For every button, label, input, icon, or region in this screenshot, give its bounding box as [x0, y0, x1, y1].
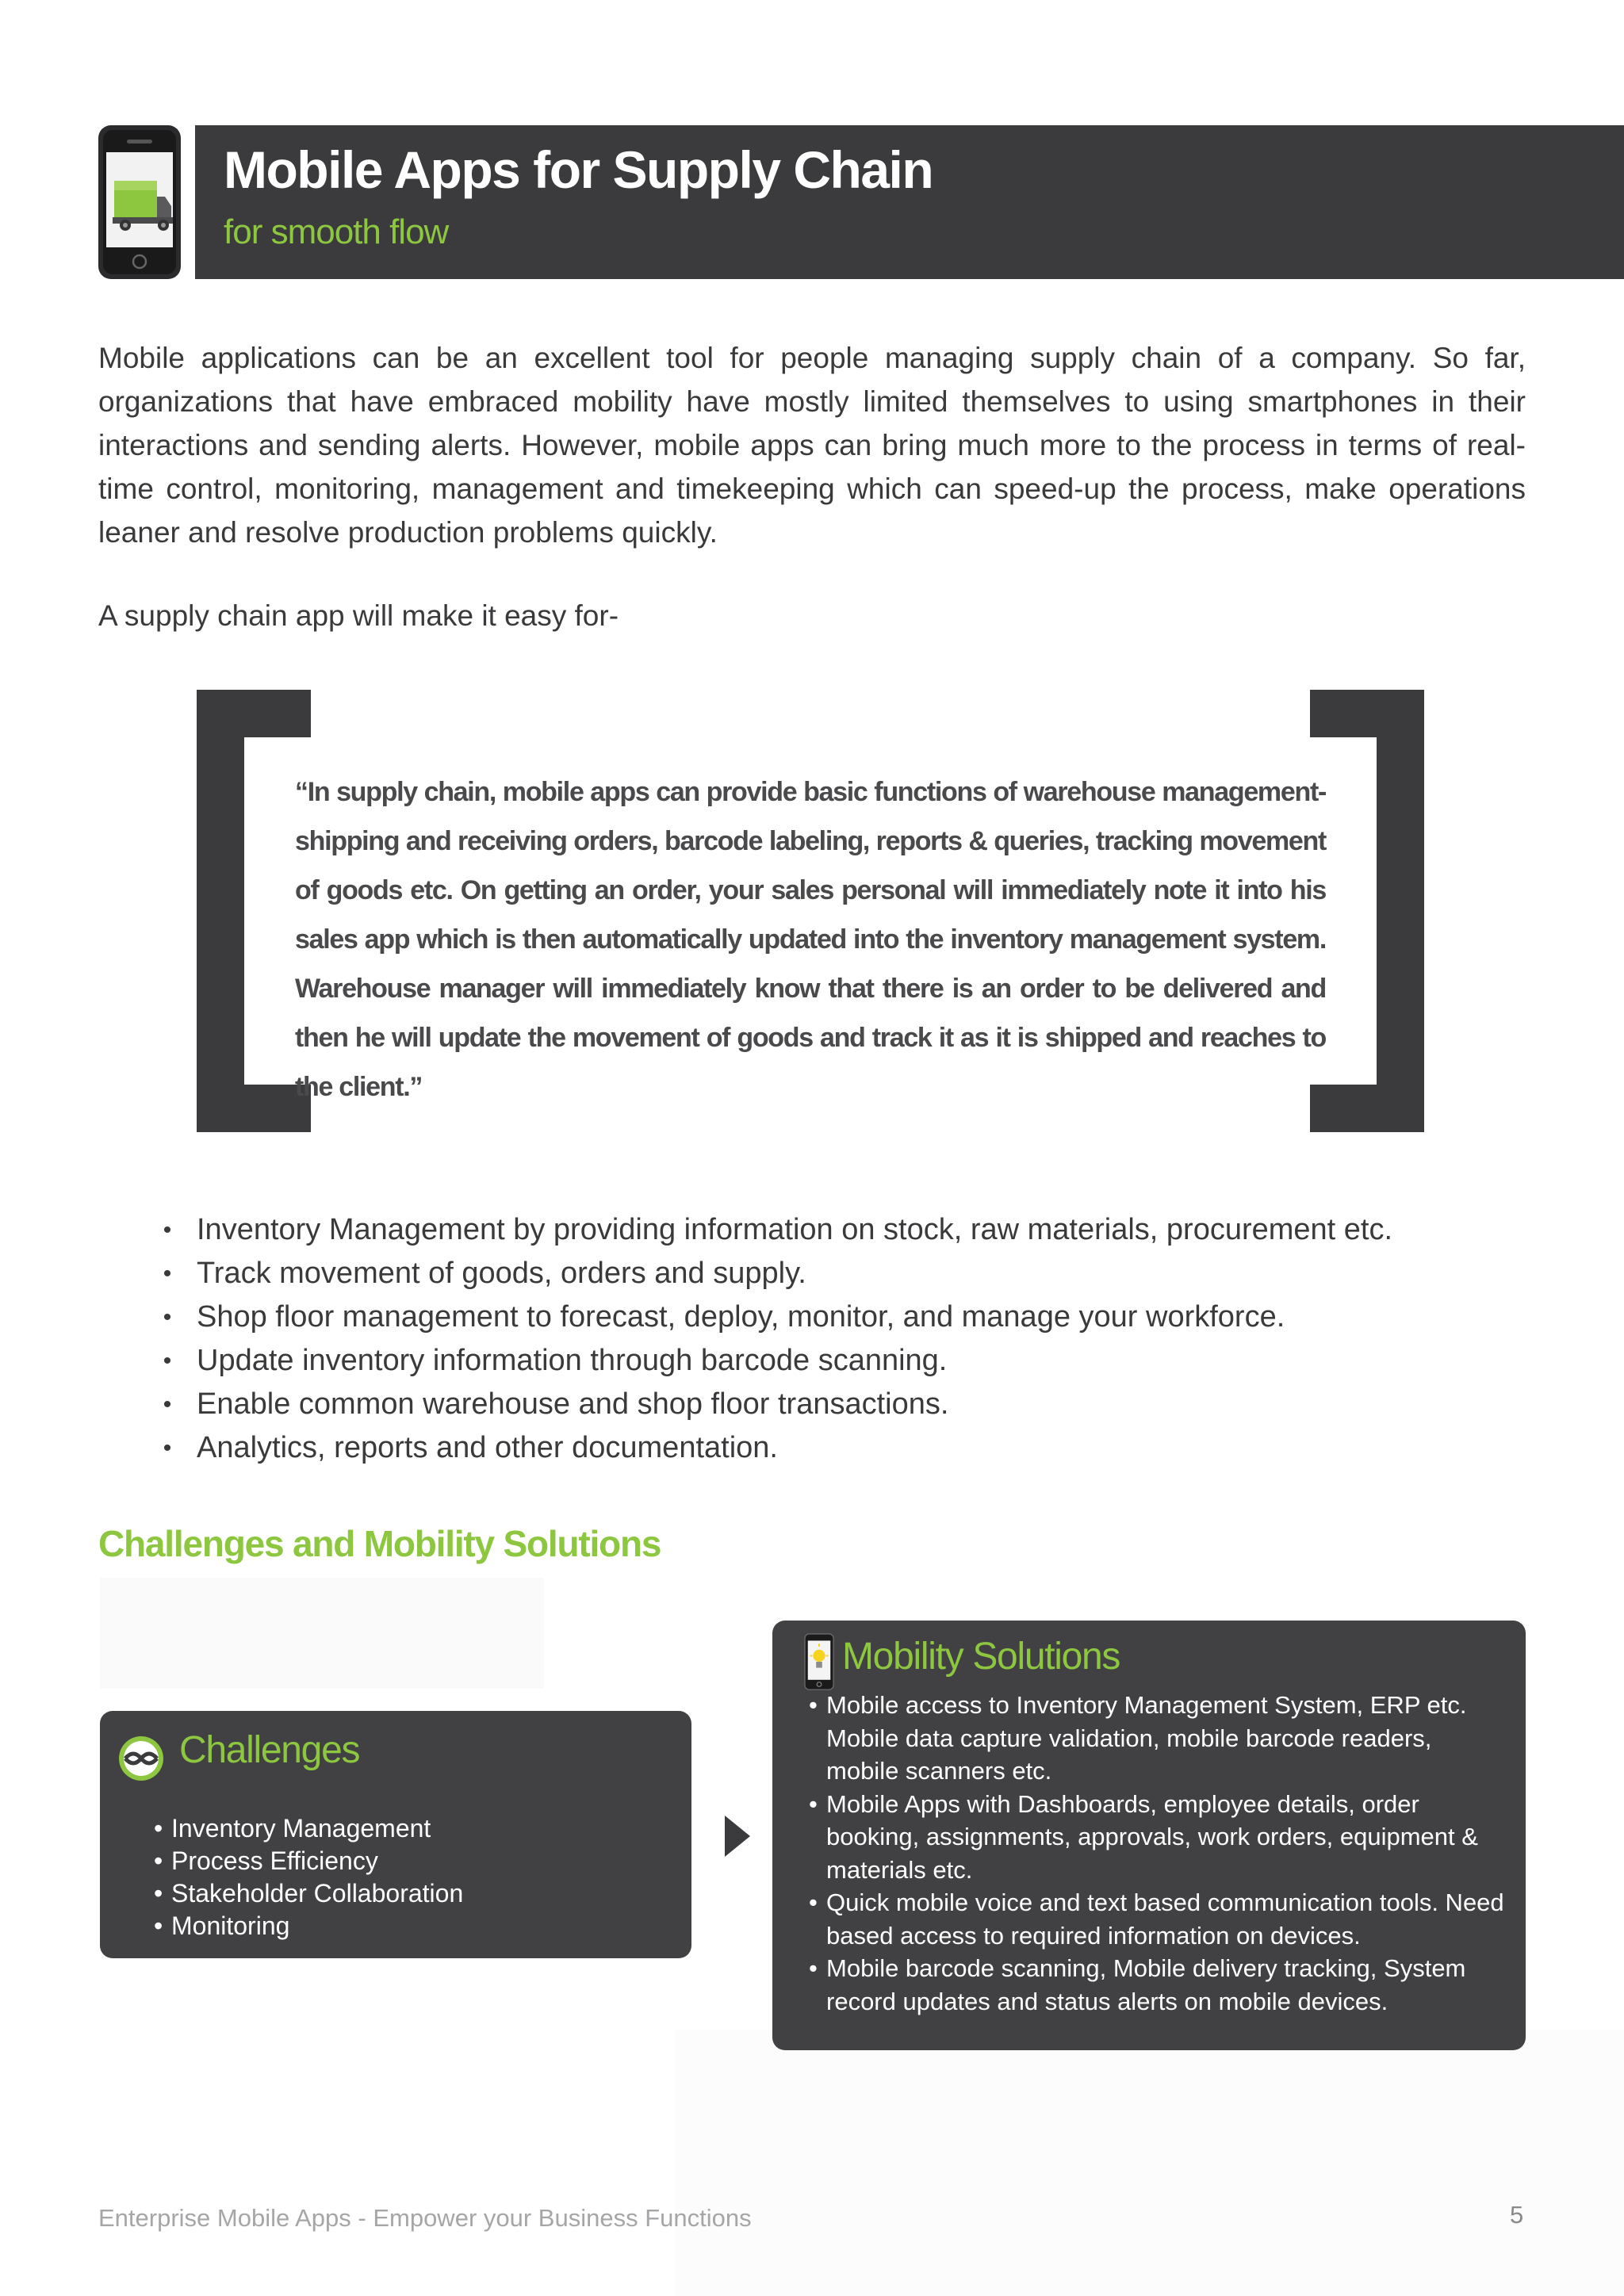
list-item: • Quick mobile voice and text based communication tools. Need based access to required information on devices.	[809, 1888, 1504, 1950]
challenges-list	[154, 1812, 463, 1942]
solutions-card	[772, 1621, 1526, 2050]
page-number: 5	[1510, 2201, 1524, 2229]
feature-list	[155, 1208, 1392, 1470]
list-item: • Mobile Apps with Dashboards, employee details, order booking, assignments, approvals, work orders, equipment & materials etc.	[809, 1789, 1478, 1884]
arrow-right-icon	[725, 1816, 750, 1857]
list-item: • Update inventory information through barcode scanning.	[163, 1344, 948, 1377]
challenges-title: Challenges	[179, 1729, 360, 1771]
knot-icon	[117, 1735, 165, 1782]
pull-quote: “In supply chain, mobile apps can provide basic functions of warehouse management-shipping and receiving orders, barcode labeling, reports & queries, tracking movement of goods etc. On getting an order, your sales personal will immediately note it into his sales app which is then automatically updated into the inventory management system. Warehouse manager will immediately know that there is an order to be delivered and then he will update the movement of goods and track it as it is shipped and reaches to the client.”	[295, 777, 1326, 1102]
list-item: • Process Efficiency	[154, 1846, 378, 1875]
list-item: • Inventory Management by providing information on stock, raw materials, procurement etc.	[163, 1213, 1393, 1246]
background-panel	[674, 2030, 1624, 2296]
background-panel	[100, 1578, 544, 1689]
list-item: • Enable common warehouse and shop floor transactions.	[163, 1387, 949, 1421]
left-bracket	[197, 690, 311, 1132]
list-item: • Stakeholder Collaboration	[154, 1879, 464, 1908]
list-item: • Track movement of goods, orders and supply.	[163, 1257, 806, 1290]
list-item: • Mobile barcode scanning, Mobile delivery tracking, System record updates and status alerts on mobile devices.	[809, 1954, 1466, 2015]
footer-text: Enterprise Mobile Apps - Empower your Business Functions	[98, 2204, 752, 2232]
list-item: • Analytics, reports and other documentation.	[163, 1431, 778, 1464]
lead-text: A supply chain app will make it easy for-	[98, 599, 619, 632]
list-item: • Shop floor management to forecast, deploy, monitor, and manage your workforce.	[163, 1300, 1285, 1334]
list-item: • Monitoring	[154, 1911, 290, 1940]
challenges-card	[100, 1711, 691, 1958]
page-title: Mobile Apps for Supply Chain	[224, 140, 933, 199]
solutions-list	[809, 1689, 1507, 2018]
solutions-title: Mobility Solutions	[842, 1636, 1120, 1678]
right-bracket	[1310, 690, 1424, 1132]
intro-paragraph: Mobile applications can be an excellent tool for people managing supply chain of a company. So far, organizations that have embraced mobility have mostly limited themselves to using smartphones in their interactions and sending alerts. However, mobile apps can bring much more to the process in terms of real-time control, monitoring, management and timekeeping which can speed-up the process, make operations leaner and resolve production problems quickly.	[98, 342, 1526, 549]
phone-bulb-icon	[804, 1632, 834, 1692]
phone-truck-icon	[97, 124, 182, 281]
page-subtitle: for smooth flow	[224, 212, 449, 251]
section-heading: Challenges and Mobility Solutions	[98, 1523, 661, 1564]
list-item: • Mobile access to Inventory Management System, ERP etc. Mobile data capture validation, mobile barcode readers, mobile scanners etc.	[809, 1691, 1467, 1785]
list-item: • Inventory Management	[154, 1814, 431, 1843]
